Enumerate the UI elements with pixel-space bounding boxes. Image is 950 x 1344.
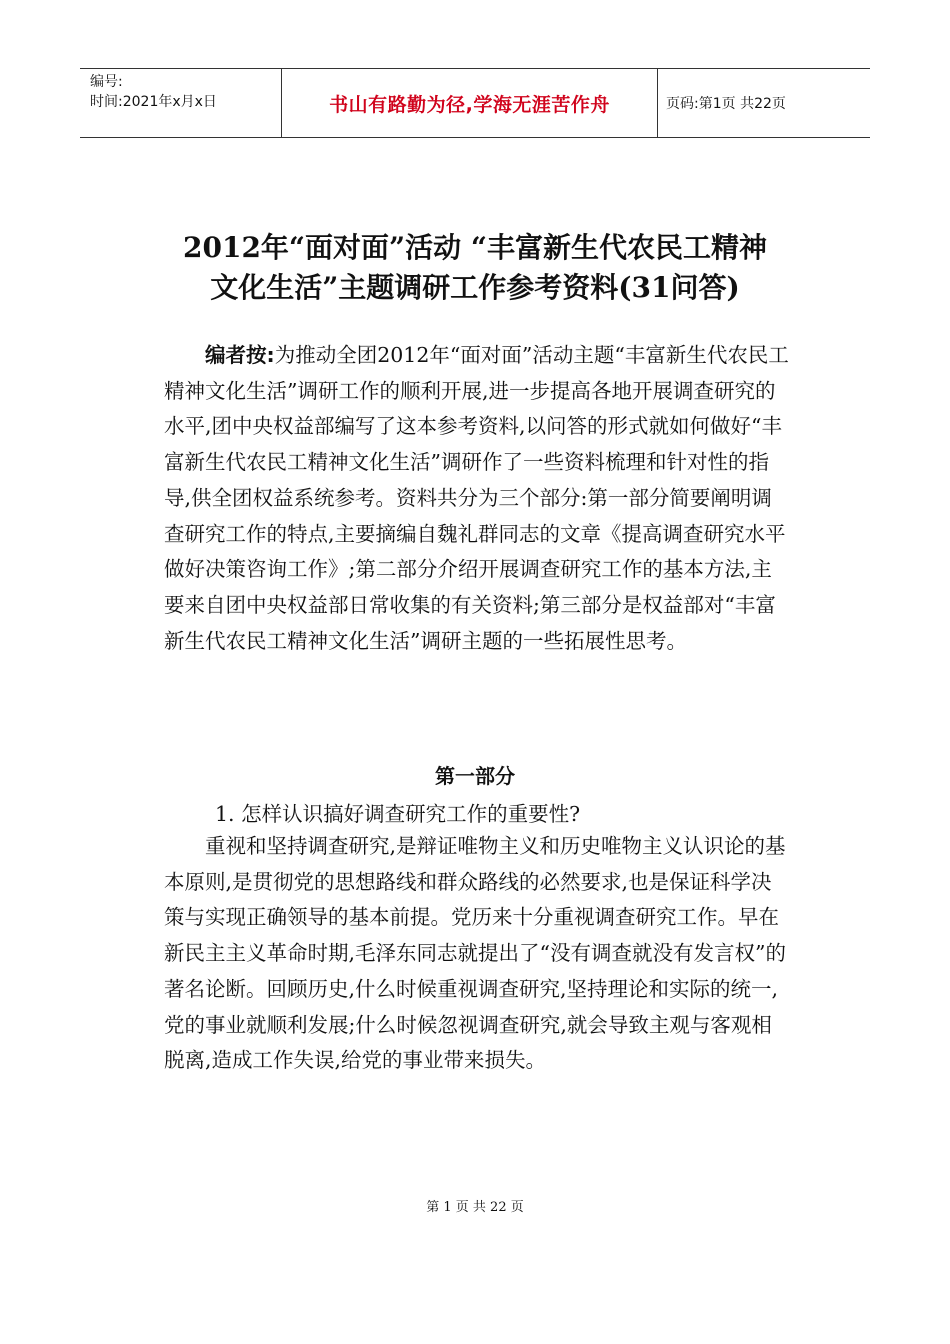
title-line-2: 文化生活”主题调研工作参考资料(31问答) xyxy=(210,271,740,304)
motto-text: 书山有路勤为径,学海无涯苦作舟 xyxy=(329,93,610,116)
editor-note-label: 编者按: xyxy=(205,343,275,367)
page-footer: 第 1 页 共 22 页 xyxy=(426,1200,524,1215)
time-label: 时间:2021年x月x日 xyxy=(90,94,217,110)
header-page-info: 页码:第1页 共22页 xyxy=(666,96,786,112)
editor-note xyxy=(164,338,789,659)
question-1: 1. 怎样认识搞好调查研究工作的重要性? xyxy=(215,802,581,826)
document-title xyxy=(100,228,850,308)
section-title: 第一部分 xyxy=(435,764,515,788)
editor-note-text: 为推动全团2012年“面对面”活动主题“丰富新生代农民工精神文化生活”调研工作的顺利开展,进一步提高各地开展调查研究的水平,团中央权益部编写了这本参考资料,以问答的形式就如何做好“丰富新生代农民工精神文化生活”调研作了一些资料梳理和针对性的指导,供全团权益系统参考。资料共分为三个部分:第一部分简要阐明调查研究工作的特点,主要摘编自魏礼群同志的文章《提高调查研究水平 做好决策咨询工作》;第二部分介绍开展调查研究工作的基本方法,主要来自团中央权益部日常收集的有关资料;第三部分是权益部对“丰富新生代农民工精神文化生活”调研主题的一些拓展性思考。 xyxy=(164,343,789,653)
header-left-cell xyxy=(80,69,282,137)
title-line-1: 2012年“面对面”活动 “丰富新生代农民工精神 xyxy=(183,231,767,264)
header-table xyxy=(80,68,870,138)
header-motto-cell xyxy=(282,69,658,137)
number-label: 编号: xyxy=(90,74,123,90)
paragraph-1: 重视和坚持调查研究,是辩证唯物主义和历史唯物主义认识论的基本原则,是贯彻党的思想路线和群众路线的必然要求,也是保证科学决策与实现正确领导的基本前提。党历来十分重视调查研究工作。早在新民主主义革命时期,毛泽东同志就提出了“没有调查就没有发言权”的著名论断。回顾历史,什么时候重视调查研究,坚持理论和实际的统一,党的事业就顺利发展;什么时候忽视调查研究,就会导致主观与客观相脱离,造成工作失误,给党的事业带来损失。 xyxy=(164,834,786,1073)
